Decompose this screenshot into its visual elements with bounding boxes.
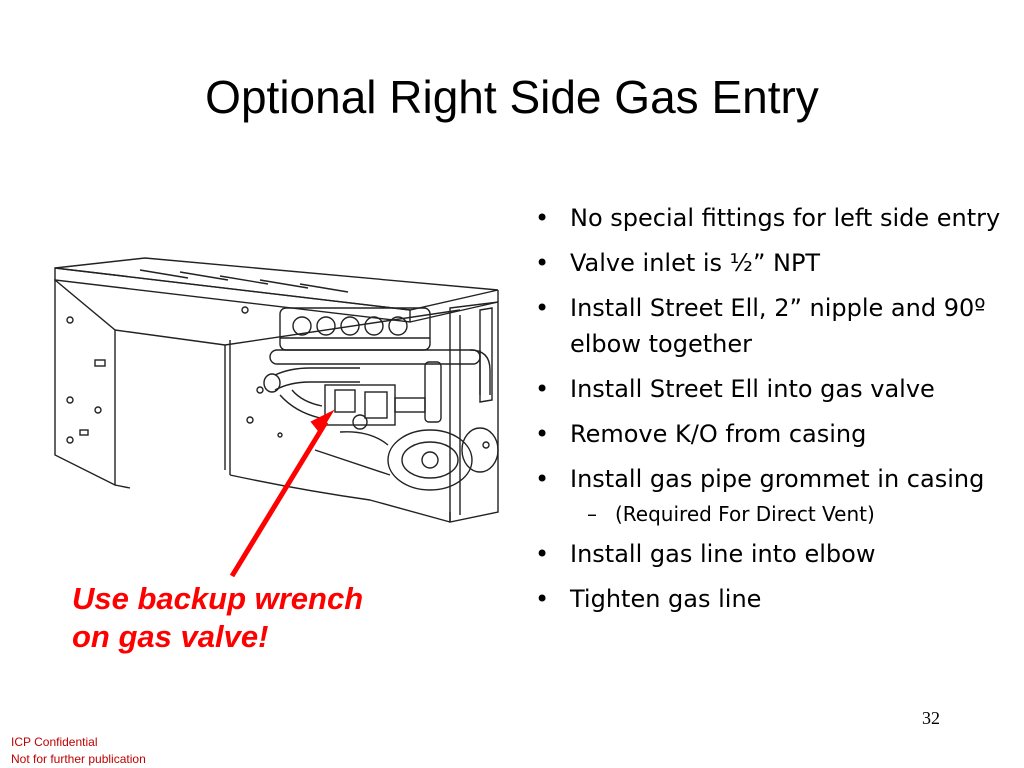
instruction-list [533, 200, 1003, 626]
confidential-footer [11, 734, 146, 768]
bullet-item: • Install gas line into elbow [533, 536, 1003, 572]
footer-line-1: ICP Confidential [11, 735, 98, 749]
bullet-item: • Valve inlet is ½” NPT [533, 245, 1003, 281]
callout-line-1: Use backup wrench [72, 581, 364, 616]
bullet-item: • No special fittings for left side entry [533, 200, 1003, 236]
furnace-diagram [40, 250, 510, 600]
backup-wrench-callout [72, 580, 363, 656]
slide-title: Optional Right Side Gas Entry [205, 71, 819, 123]
footer-line-2: Not for further publication [11, 752, 146, 766]
sub-bullet-item: – (Required For Direct Vent) [533, 500, 1003, 528]
page-number: 32 [922, 708, 940, 728]
bullet-item: • Tighten gas line [533, 581, 1003, 617]
bullet-item: • Remove K/O from casing [533, 416, 1003, 452]
bullet-item: • Install Street Ell, 2” nipple and 90º elbow together [533, 290, 1003, 362]
bullet-item: • Install Street Ell into gas valve [533, 371, 1003, 407]
callout-line-2: on gas valve! [72, 619, 269, 654]
bullet-item: • Install gas pipe grommet in casing [533, 461, 1003, 497]
